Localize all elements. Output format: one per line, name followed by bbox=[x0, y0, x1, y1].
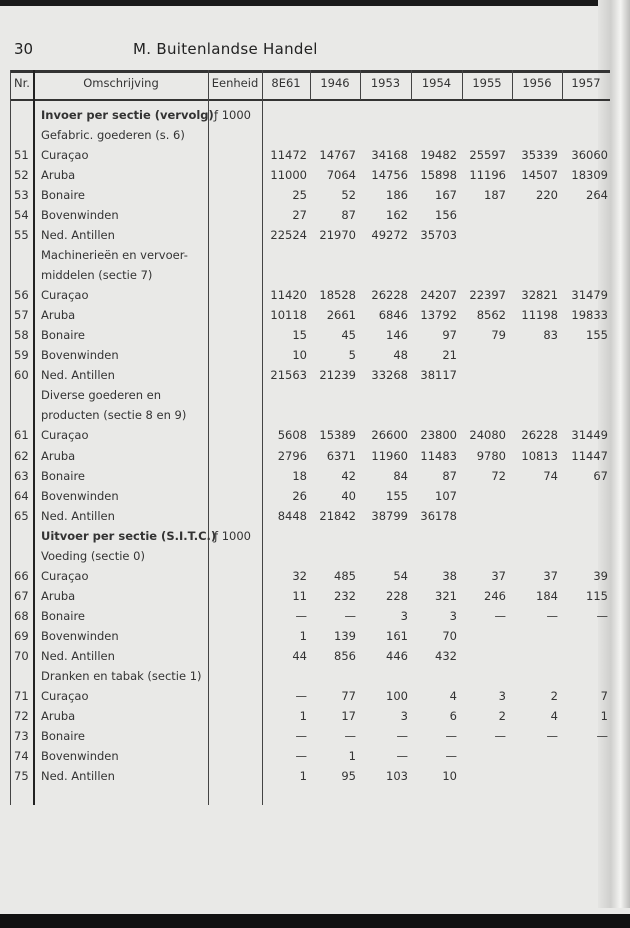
row-description: Diverse goederen en bbox=[41, 388, 162, 403]
row-number: 52 bbox=[14, 168, 29, 183]
row-number: 59 bbox=[14, 348, 29, 363]
page-number: 30 bbox=[14, 40, 34, 58]
header-year: 1956 bbox=[522, 76, 552, 90]
row-number: 62 bbox=[14, 448, 29, 463]
cell-value: 37 bbox=[543, 568, 558, 583]
cell-value: — bbox=[295, 748, 307, 763]
table-row bbox=[0, 546, 630, 566]
cell-value: 1 bbox=[299, 708, 307, 723]
table-row bbox=[0, 185, 630, 205]
row-unit: ƒ 1000 bbox=[214, 108, 251, 122]
row-number: 74 bbox=[14, 748, 29, 763]
cell-value: 32821 bbox=[521, 288, 558, 303]
cell-value: 11960 bbox=[371, 448, 408, 463]
table-row bbox=[0, 466, 630, 486]
cell-value: 11483 bbox=[420, 448, 457, 463]
cell-value: 6371 bbox=[326, 448, 356, 463]
cell-value: 33268 bbox=[371, 368, 408, 383]
cell-value: 21239 bbox=[319, 368, 356, 383]
cell-value: 186 bbox=[386, 188, 408, 203]
cell-value: 36060 bbox=[571, 148, 608, 163]
row-description: Bovenwinden bbox=[41, 748, 119, 763]
cell-value: 103 bbox=[386, 768, 408, 783]
cell-value: 155 bbox=[386, 488, 408, 503]
table-row bbox=[0, 305, 630, 325]
cell-value: 3 bbox=[400, 708, 408, 723]
cell-value: — bbox=[596, 608, 608, 623]
cell-value: 100 bbox=[386, 688, 408, 703]
cell-value: 2796 bbox=[277, 448, 307, 463]
table-row bbox=[0, 145, 630, 165]
row-description: Curaçao bbox=[41, 288, 89, 303]
cell-value: 74 bbox=[543, 468, 558, 483]
row-description: Aruba bbox=[41, 308, 76, 323]
cell-value: 44 bbox=[292, 648, 307, 663]
table-row bbox=[0, 446, 630, 466]
cell-value: 19833 bbox=[571, 308, 608, 323]
table-row bbox=[0, 245, 630, 265]
cell-value: 19482 bbox=[420, 148, 457, 163]
row-number: 60 bbox=[14, 368, 29, 383]
row-number: 63 bbox=[14, 468, 29, 483]
cell-value: 14767 bbox=[319, 148, 356, 163]
table-row bbox=[0, 225, 630, 245]
row-description: Bovenwinden bbox=[41, 348, 119, 363]
header-unit: Eenheid bbox=[211, 76, 259, 90]
cell-value: 25597 bbox=[469, 148, 506, 163]
row-number: 61 bbox=[14, 428, 29, 443]
cell-value: 87 bbox=[341, 208, 356, 223]
row-description: Gefabric. goederen (s. 6) bbox=[41, 128, 185, 143]
table-row bbox=[0, 105, 630, 125]
row-description: Bovenwinden bbox=[41, 208, 119, 223]
cell-value: 45 bbox=[341, 328, 356, 343]
table-row bbox=[0, 766, 630, 786]
cell-value: 1 bbox=[299, 628, 307, 643]
table-row bbox=[0, 165, 630, 185]
row-description: Uitvoer per sectie (S.I.T.C.) bbox=[41, 528, 217, 543]
row-description: Voeding (sectie 0) bbox=[41, 548, 145, 563]
cell-value: 26228 bbox=[371, 288, 408, 303]
row-number: 71 bbox=[14, 688, 29, 703]
cell-value: 23800 bbox=[420, 428, 457, 443]
cell-value: 26600 bbox=[371, 428, 408, 443]
cell-value: 264 bbox=[586, 188, 608, 203]
cell-value: 14507 bbox=[521, 168, 558, 183]
cell-value: 18309 bbox=[571, 168, 608, 183]
row-number: 56 bbox=[14, 288, 29, 303]
cell-value: 1 bbox=[348, 748, 356, 763]
table-row bbox=[0, 566, 630, 586]
table-row bbox=[0, 325, 630, 345]
cell-value: 97 bbox=[442, 328, 457, 343]
cell-value: 10 bbox=[442, 768, 457, 783]
row-number: 64 bbox=[14, 488, 29, 503]
cell-value: 18528 bbox=[319, 288, 356, 303]
cell-value: 4 bbox=[449, 688, 457, 703]
cell-value: 22524 bbox=[270, 228, 307, 243]
row-number: 75 bbox=[14, 768, 29, 783]
row-number: 58 bbox=[14, 328, 29, 343]
table-row bbox=[0, 626, 630, 646]
cell-value: 3 bbox=[400, 608, 408, 623]
table-row bbox=[0, 646, 630, 666]
cell-value: 162 bbox=[386, 208, 408, 223]
cell-value: 220 bbox=[536, 188, 558, 203]
cell-value: 13792 bbox=[420, 308, 457, 323]
cell-value: 146 bbox=[386, 328, 408, 343]
cell-value: 187 bbox=[484, 188, 506, 203]
cell-value: — bbox=[295, 688, 307, 703]
table-row bbox=[0, 706, 630, 726]
row-description: Aruba bbox=[41, 168, 76, 183]
row-description: Curaçao bbox=[41, 568, 89, 583]
cell-value: 139 bbox=[334, 628, 356, 643]
row-number: 70 bbox=[14, 648, 29, 663]
cell-value: 24207 bbox=[420, 288, 457, 303]
row-description: Invoer per sectie (vervolg) bbox=[41, 108, 214, 122]
row-description: Ned. Antillen bbox=[41, 368, 115, 383]
row-number: 67 bbox=[14, 588, 29, 603]
cell-value: 52 bbox=[341, 188, 356, 203]
table-row bbox=[0, 405, 630, 425]
row-number: 69 bbox=[14, 628, 29, 643]
row-number: 57 bbox=[14, 308, 29, 323]
cell-value: 21 bbox=[442, 348, 457, 363]
cell-value: 2661 bbox=[326, 308, 356, 323]
table-row bbox=[0, 125, 630, 145]
cell-value: 18 bbox=[292, 468, 307, 483]
cell-value: 485 bbox=[334, 568, 356, 583]
row-description: Ned. Antillen bbox=[41, 228, 115, 243]
table-row bbox=[0, 205, 630, 225]
row-description: Ned. Antillen bbox=[41, 648, 115, 663]
cell-value: 2 bbox=[498, 708, 506, 723]
cell-value: 10813 bbox=[521, 448, 558, 463]
table-row bbox=[0, 686, 630, 706]
row-description: Bonaire bbox=[41, 328, 86, 343]
cell-value: 83 bbox=[543, 328, 558, 343]
row-description: Curaçao bbox=[41, 688, 89, 703]
row-description: Aruba bbox=[41, 588, 76, 603]
table-row bbox=[0, 486, 630, 506]
cell-value: 228 bbox=[386, 588, 408, 603]
cell-value: 48 bbox=[393, 348, 408, 363]
cell-value: 321 bbox=[435, 588, 457, 603]
table-row bbox=[0, 365, 630, 385]
row-description: Machinerieën en vervoer- bbox=[41, 248, 188, 263]
cell-value: — bbox=[295, 728, 307, 743]
cell-value: 35703 bbox=[420, 228, 457, 243]
table-row bbox=[0, 526, 630, 546]
table-row bbox=[0, 586, 630, 606]
cell-value: 21842 bbox=[319, 508, 356, 523]
cell-value: 155 bbox=[586, 328, 608, 343]
cell-value: 15 bbox=[292, 328, 307, 343]
cell-value: 115 bbox=[586, 588, 608, 603]
row-description: middelen (sectie 7) bbox=[41, 268, 153, 283]
cell-value: 95 bbox=[341, 768, 356, 783]
header-year: 1953 bbox=[370, 76, 401, 90]
cell-value: — bbox=[494, 728, 506, 743]
cell-value: 54 bbox=[393, 568, 408, 583]
cell-value: 4 bbox=[550, 708, 558, 723]
cell-value: 10 bbox=[292, 348, 307, 363]
row-description: Curaçao bbox=[41, 428, 89, 443]
cell-value: 9780 bbox=[476, 448, 506, 463]
row-description: Bonaire bbox=[41, 608, 86, 623]
table-row bbox=[0, 425, 630, 445]
cell-value: 32 bbox=[292, 568, 307, 583]
row-number: 65 bbox=[14, 508, 29, 523]
row-description: Dranken en tabak (sectie 1) bbox=[41, 668, 202, 683]
scan-border bbox=[0, 914, 630, 928]
cell-value: 15898 bbox=[420, 168, 457, 183]
cell-value: 5 bbox=[348, 348, 356, 363]
cell-value: 24080 bbox=[469, 428, 506, 443]
row-description: Ned. Antillen bbox=[41, 768, 115, 783]
cell-value: 21970 bbox=[319, 228, 356, 243]
row-number: 73 bbox=[14, 728, 29, 743]
cell-value: 156 bbox=[435, 208, 457, 223]
cell-value: 27 bbox=[292, 208, 307, 223]
cell-value: 11198 bbox=[521, 308, 558, 323]
cell-value: 67 bbox=[593, 468, 608, 483]
cell-value: 79 bbox=[491, 328, 506, 343]
cell-value: 3 bbox=[449, 608, 457, 623]
cell-value: 11472 bbox=[270, 148, 307, 163]
cell-value: 11447 bbox=[571, 448, 608, 463]
cell-value: 7 bbox=[600, 688, 608, 703]
cell-value: — bbox=[396, 748, 408, 763]
row-number: 53 bbox=[14, 188, 29, 203]
row-description: Ned. Antillen bbox=[41, 508, 115, 523]
cell-value: 42 bbox=[341, 468, 356, 483]
row-number: 51 bbox=[14, 148, 29, 163]
cell-value: 22397 bbox=[469, 288, 506, 303]
row-number: 55 bbox=[14, 228, 29, 243]
row-number: 68 bbox=[14, 608, 29, 623]
cell-value: — bbox=[596, 728, 608, 743]
cell-value: 25 bbox=[292, 188, 307, 203]
row-description: Bovenwinden bbox=[41, 628, 119, 643]
header-year: 1955 bbox=[472, 76, 502, 90]
cell-value: 11420 bbox=[270, 288, 307, 303]
cell-value: 31479 bbox=[571, 288, 608, 303]
cell-value: 21563 bbox=[270, 368, 307, 383]
cell-value: 1 bbox=[299, 768, 307, 783]
cell-value: 184 bbox=[536, 588, 558, 603]
cell-value: 84 bbox=[393, 468, 408, 483]
cell-value: 6 bbox=[449, 708, 457, 723]
cell-value: — bbox=[546, 608, 558, 623]
cell-value: 37 bbox=[491, 568, 506, 583]
cell-value: 49272 bbox=[371, 228, 408, 243]
cell-value: — bbox=[546, 728, 558, 743]
row-description: Bonaire bbox=[41, 468, 86, 483]
cell-value: 8562 bbox=[476, 308, 506, 323]
cell-value: 11000 bbox=[270, 168, 307, 183]
cell-value: 161 bbox=[386, 628, 408, 643]
row-number: 72 bbox=[14, 708, 29, 723]
cell-value: 1 bbox=[600, 708, 608, 723]
cell-value: 14756 bbox=[371, 168, 408, 183]
cell-value: 246 bbox=[484, 588, 506, 603]
cell-value: 2 bbox=[550, 688, 558, 703]
cell-value: 856 bbox=[334, 648, 356, 663]
cell-value: 446 bbox=[386, 648, 408, 663]
row-number: 54 bbox=[14, 208, 29, 223]
cell-value: 72 bbox=[491, 468, 506, 483]
cell-value: 77 bbox=[341, 688, 356, 703]
cell-value: 11196 bbox=[469, 168, 506, 183]
row-description: Bonaire bbox=[41, 188, 86, 203]
cell-value: — bbox=[396, 728, 408, 743]
cell-value: 7064 bbox=[326, 168, 356, 183]
cell-value: 39 bbox=[593, 568, 608, 583]
table-row bbox=[0, 345, 630, 365]
row-description: Curaçao bbox=[41, 148, 89, 163]
cell-value: 15389 bbox=[319, 428, 356, 443]
cell-value: — bbox=[295, 608, 307, 623]
row-number: 66 bbox=[14, 568, 29, 583]
table-row bbox=[0, 606, 630, 626]
section-title: M. Buitenlandse Handel bbox=[133, 40, 318, 58]
cell-value: 26228 bbox=[521, 428, 558, 443]
cell-value: 107 bbox=[435, 488, 457, 503]
table-row bbox=[0, 265, 630, 285]
table-row bbox=[0, 285, 630, 305]
cell-value: 70 bbox=[442, 628, 457, 643]
cell-value: 6846 bbox=[378, 308, 408, 323]
cell-value: 432 bbox=[435, 648, 457, 663]
cell-value: 31449 bbox=[571, 428, 608, 443]
header-year: 1946 bbox=[320, 76, 350, 90]
table-row bbox=[0, 506, 630, 526]
row-description: Aruba bbox=[41, 708, 76, 723]
cell-value: 11 bbox=[292, 588, 307, 603]
header-nr: Nr. bbox=[14, 76, 30, 90]
cell-value: — bbox=[494, 608, 506, 623]
cell-value: 40 bbox=[341, 488, 356, 503]
cell-value: 36178 bbox=[420, 508, 457, 523]
cell-value: 3 bbox=[498, 688, 506, 703]
table-row bbox=[0, 726, 630, 746]
cell-value: — bbox=[344, 608, 356, 623]
cell-value: 10118 bbox=[270, 308, 307, 323]
cell-value: 5608 bbox=[277, 428, 307, 443]
row-description: Aruba bbox=[41, 448, 76, 463]
cell-value: 8448 bbox=[277, 508, 307, 523]
row-description: Bovenwinden bbox=[41, 488, 119, 503]
cell-value: 38 bbox=[442, 568, 457, 583]
table-row bbox=[0, 385, 630, 405]
cell-value: — bbox=[445, 748, 457, 763]
cell-value: 167 bbox=[435, 188, 457, 203]
cell-value: — bbox=[445, 728, 457, 743]
header-year: 1954 bbox=[421, 76, 452, 90]
row-description: Bonaire bbox=[41, 728, 86, 743]
row-description: producten (sectie 8 en 9) bbox=[41, 408, 187, 423]
cell-value: 87 bbox=[442, 468, 457, 483]
header-year: 1957 bbox=[571, 76, 601, 90]
cell-value: 26 bbox=[292, 488, 307, 503]
cell-value: 232 bbox=[334, 588, 356, 603]
header-description: Omschrijving bbox=[83, 76, 159, 90]
table-row bbox=[0, 666, 630, 686]
header-year: 8E61 bbox=[271, 76, 301, 90]
table-row bbox=[0, 746, 630, 766]
cell-value: 35339 bbox=[521, 148, 558, 163]
cell-value: — bbox=[344, 728, 356, 743]
cell-value: 34168 bbox=[371, 148, 408, 163]
cell-value: 38799 bbox=[371, 508, 408, 523]
cell-value: 38117 bbox=[420, 368, 457, 383]
cell-value: 17 bbox=[341, 708, 356, 723]
row-unit: ƒ 1000 bbox=[214, 528, 251, 543]
